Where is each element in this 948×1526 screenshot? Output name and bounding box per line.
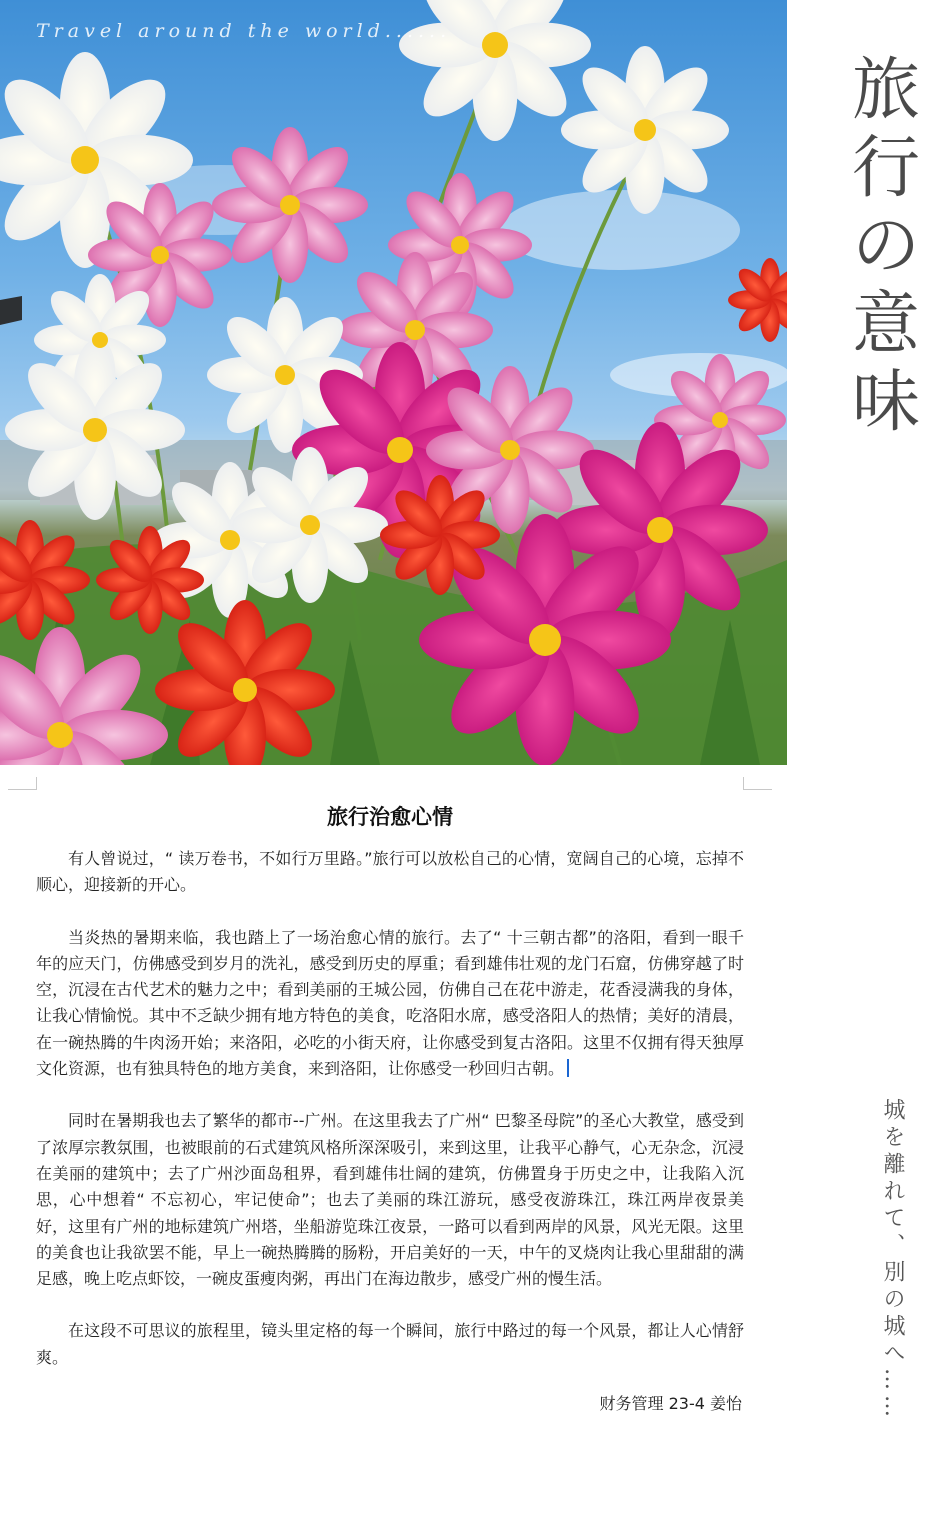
text-cursor — [567, 1059, 569, 1077]
crop-mark-left — [8, 777, 37, 790]
document-title: 旅行治愈心情 — [327, 805, 453, 829]
crop-mark-right — [743, 777, 772, 790]
paragraph — [36, 1318, 744, 1371]
side-title-char: 味 — [851, 363, 920, 442]
paragraph-text: 当炎热的暑期来临，我也踏上了一场治愈心情的旅行。去了“ 十三朝古都”的洛阳，看到一眼千年的应天门，仿佛感受到岁月的洗礼，感受到历史的厚重；看到雄伟壮观的龙门石窟，仿佛穿越了时空，沉浸在古代艺术的魅力之中；看到美丽的王城公园，仿佛自己在花中游走，花香浸满我的身体，让我心情愉悦。其中不乏缺少拥有地方特色的美食，吃洛阳水席，感受洛阳人的热情；美好的清晨，在一碗热腾的牛肉汤开始；来洛阳，必吃的小街天府，让你感受到复古洛阳。这里不仅拥有得天独厚文化资源，也有独具特色的地方美食，来到洛阳，让你感受一秒回归古朝。 — [36, 927, 744, 1079]
side-subtitle: 城を離れて、別の城へ…… — [880, 1098, 905, 1422]
paragraph — [36, 846, 744, 899]
paragraph — [36, 925, 744, 1083]
side-title-char: 意 — [851, 285, 920, 364]
side-title-char: 旅 — [851, 51, 920, 130]
photo-caption: Travel around the world...... — [36, 20, 452, 42]
paragraph — [36, 1108, 744, 1292]
document-body — [36, 800, 744, 1417]
side-title — [838, 52, 934, 442]
paragraph-text: 在这段不可思议的旅程里，镜头里定格的每一个瞬间，旅行中路过的每一个风景，都让人心情舒爽。 — [36, 1321, 744, 1367]
side-title-char: の — [851, 207, 920, 286]
cosmos-flowers-illustration — [0, 0, 787, 765]
author-signature: 财务管理 23-4 姜怡 — [599, 1394, 742, 1414]
header-photo — [0, 0, 787, 765]
paragraph-text: 有人曾说过，“ 读万卷书，不如行万里路。”旅行可以放松自己的心情，宽阔自己的心境，忘掉不顺心，迎接新的开心。 — [36, 849, 744, 895]
paragraph-text: 同时在暑期我也去了繁华的都市--广州。在这里我去了广州“ 巴黎圣母院”的圣心大教堂，感受到了浓厚宗教氛围，也被眼前的石式建筑风格所深深吸引，来到这里，让我平心静气，心无杂念，沉浸在美丽的建筑中；去了广州沙面岛租界，看到雄伟壮阔的建筑，仿佛置身于历史之中，让我陷入沉思，心中想着“ 不忘初心，牢记使命”；也去了美丽的珠江游玩，感受夜游珠江，珠江两岸夜景美好，这里有广州的地标建筑广州塔，坐船游览珠江夜景，一路可以看到两岸的风景，风光无限。这里的美食也让我欲罢不能，早上一碗热腾腾的肠粉，开启美好的一天，中午的叉烧肉让我心里甜甜的满足感，晚上吃点虾饺，一碗皮蛋瘦肉粥，再出门在海边散步，感受广州的慢生活。 — [36, 1111, 744, 1289]
side-title-char: 行 — [851, 129, 920, 208]
